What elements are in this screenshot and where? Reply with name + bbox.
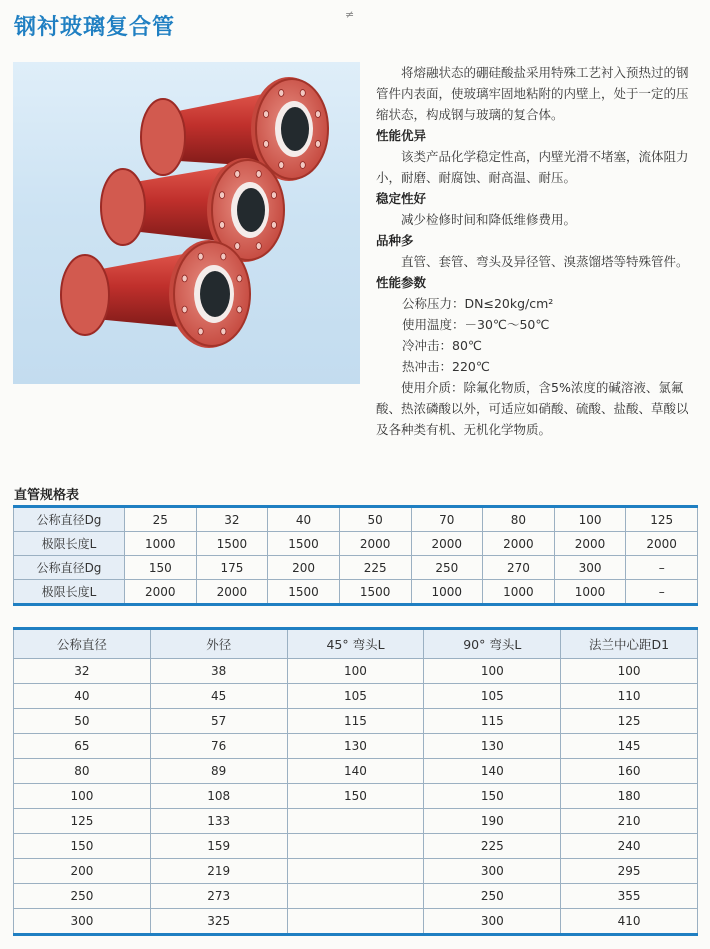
spec-row-label: 公称直径Dg — [14, 556, 125, 580]
dim-cell: 130 — [287, 734, 424, 759]
dim-table-row — [14, 684, 698, 709]
dim-column-header: 公称直径 — [14, 629, 151, 659]
dim-column-header: 90° 弯头L — [424, 629, 561, 659]
spec-cell: 1000 — [483, 580, 555, 605]
dim-cell: 159 — [150, 834, 287, 859]
dim-cell: 105 — [287, 684, 424, 709]
dim-cell: 80 — [14, 759, 151, 784]
advantage-heading: 性能优异 — [376, 128, 427, 143]
dim-cell — [287, 834, 424, 859]
dim-cell: 160 — [561, 759, 698, 784]
spec-cell: 2000 — [411, 532, 483, 556]
dim-cell: 100 — [424, 659, 561, 684]
dim-table-row — [14, 659, 698, 684]
spec-table-row — [14, 532, 698, 556]
params-heading: 性能参数 — [376, 275, 427, 290]
dim-cell: 100 — [561, 659, 698, 684]
param-cold-shock: 冷冲击：80℃ — [402, 338, 482, 353]
spec-cell: 200 — [268, 556, 340, 580]
dim-table-row — [14, 734, 698, 759]
spec-row-label: 公称直径Dg — [14, 507, 125, 532]
spec-table-row — [14, 556, 698, 580]
dim-column-header: 外径 — [150, 629, 287, 659]
spec-row-label: 极限长度L — [14, 580, 125, 605]
dim-table-row — [14, 909, 698, 935]
dim-cell: 240 — [561, 834, 698, 859]
dim-cell: 130 — [424, 734, 561, 759]
dim-cell: 300 — [424, 909, 561, 935]
dim-cell: 133 — [150, 809, 287, 834]
dim-column-header: 45° 弯头L — [287, 629, 424, 659]
dim-cell: 32 — [14, 659, 151, 684]
page-title: 钢衬玻璃复合管 — [14, 15, 176, 40]
intro-text: 将熔融状态的硼硅酸盐采用特殊工艺衬入预热过的钢管件内表面，使玻璃牢固地粘附的内壁上，处于一定的压缩状态，构成钢与玻璃的复合体。 — [376, 65, 689, 122]
dim-cell: 210 — [561, 809, 698, 834]
dim-table-row — [14, 784, 698, 809]
dim-table-row — [14, 884, 698, 909]
spec-cell: 150 — [125, 556, 197, 580]
variety-text: 直管、套管、弯头及异径管、溴蒸馏塔等特殊管件。 — [401, 254, 689, 269]
variety-heading: 品种多 — [376, 233, 414, 248]
dim-table-row — [14, 859, 698, 884]
dim-cell: 225 — [424, 834, 561, 859]
spec-table-row — [14, 507, 698, 532]
dim-cell: 150 — [14, 834, 151, 859]
spec-cell: 2000 — [125, 580, 197, 605]
spec-cell: 125 — [626, 507, 698, 532]
dim-cell: 355 — [561, 884, 698, 909]
spec-cell: 2000 — [626, 532, 698, 556]
dim-cell: 89 — [150, 759, 287, 784]
dim-cell: 190 — [424, 809, 561, 834]
spec-cell: 1000 — [411, 580, 483, 605]
spec-cell: 1000 — [554, 580, 626, 605]
spec-cell: 270 — [483, 556, 555, 580]
dim-cell: 57 — [150, 709, 287, 734]
product-description — [376, 62, 696, 440]
dim-cell: 105 — [424, 684, 561, 709]
dim-table-row — [14, 759, 698, 784]
dim-cell: 300 — [424, 859, 561, 884]
spec-cell: 225 — [339, 556, 411, 580]
dim-cell: 180 — [561, 784, 698, 809]
spec-cell: 250 — [411, 556, 483, 580]
dim-cell: 140 — [424, 759, 561, 784]
dim-cell: 115 — [424, 709, 561, 734]
param-pressure: 公称压力：DN≤20kg/cm² — [402, 296, 554, 311]
spec-cell: 1000 — [125, 532, 197, 556]
dim-column-header: 法兰中心距D1 — [561, 629, 698, 659]
dim-cell: 45 — [150, 684, 287, 709]
dim-cell: 38 — [150, 659, 287, 684]
dim-cell: 76 — [150, 734, 287, 759]
dim-cell: 50 — [14, 709, 151, 734]
spec-cell: – — [626, 556, 698, 580]
dim-cell: 273 — [150, 884, 287, 909]
stability-heading: 稳定性好 — [376, 191, 427, 206]
corner-mark: ≠ — [345, 8, 355, 21]
spec-cell: 2000 — [554, 532, 626, 556]
advantage-text: 该类产品化学稳定性高，内壁光滑不堵塞，流体阻力小，耐磨、耐腐蚀、耐高温、耐压。 — [376, 149, 689, 185]
dim-table-row — [14, 709, 698, 734]
dim-cell: 145 — [561, 734, 698, 759]
dim-cell: 115 — [287, 709, 424, 734]
spec-cell: – — [626, 580, 698, 605]
spec-cell: 2000 — [196, 580, 268, 605]
dim-cell: 250 — [14, 884, 151, 909]
dim-cell: 40 — [14, 684, 151, 709]
spec-cell: 25 — [125, 507, 197, 532]
dim-cell: 125 — [561, 709, 698, 734]
dim-cell: 100 — [14, 784, 151, 809]
dimension-table — [13, 627, 698, 936]
spec-cell: 70 — [411, 507, 483, 532]
dim-cell — [287, 909, 424, 935]
dim-cell: 100 — [287, 659, 424, 684]
dim-cell: 250 — [424, 884, 561, 909]
spec-cell: 2000 — [483, 532, 555, 556]
param-temperature: 使用温度：－30℃～50℃ — [402, 317, 550, 332]
dim-table-row — [14, 834, 698, 859]
spec-cell: 80 — [483, 507, 555, 532]
dim-table-row — [14, 809, 698, 834]
spec-row-label: 极限长度L — [14, 532, 125, 556]
spec-cell: 2000 — [339, 532, 411, 556]
dim-cell: 325 — [150, 909, 287, 935]
spec-cell: 32 — [196, 507, 268, 532]
product-photo — [13, 62, 360, 384]
spec-cell: 1500 — [268, 580, 340, 605]
spec-cell: 300 — [554, 556, 626, 580]
dim-cell: 110 — [561, 684, 698, 709]
spec-cell: 50 — [339, 507, 411, 532]
param-media: 使用介质：除氟化物质，含5%浓度的碱溶液、氯氟酸、热浓磷酸以外，可适应如硝酸、硫酸、盐酸、草酸以及各种类有机、无机化学物质。 — [376, 380, 689, 437]
dim-cell: 200 — [14, 859, 151, 884]
dim-cell: 140 — [287, 759, 424, 784]
spec-cell: 1500 — [268, 532, 340, 556]
spec-table-title: 直管规格表 — [14, 488, 80, 503]
param-heat-shock: 热冲击：220℃ — [402, 359, 490, 374]
spec-cell: 1500 — [339, 580, 411, 605]
dim-cell: 108 — [150, 784, 287, 809]
dim-cell: 219 — [150, 859, 287, 884]
dim-cell: 125 — [14, 809, 151, 834]
dim-cell: 295 — [561, 859, 698, 884]
dim-cell: 150 — [287, 784, 424, 809]
dim-cell — [287, 859, 424, 884]
spec-table — [13, 505, 698, 606]
spec-table-row — [14, 580, 698, 605]
spec-cell: 100 — [554, 507, 626, 532]
dim-cell: 410 — [561, 909, 698, 935]
dim-cell — [287, 809, 424, 834]
lined-pipes-illustration — [13, 62, 360, 384]
dim-cell — [287, 884, 424, 909]
dim-cell: 65 — [14, 734, 151, 759]
dim-cell: 300 — [14, 909, 151, 935]
spec-cell: 1500 — [196, 532, 268, 556]
spec-cell: 175 — [196, 556, 268, 580]
spec-cell: 40 — [268, 507, 340, 532]
dim-cell: 150 — [424, 784, 561, 809]
stability-text: 减少检修时间和降低维修费用。 — [401, 212, 577, 227]
